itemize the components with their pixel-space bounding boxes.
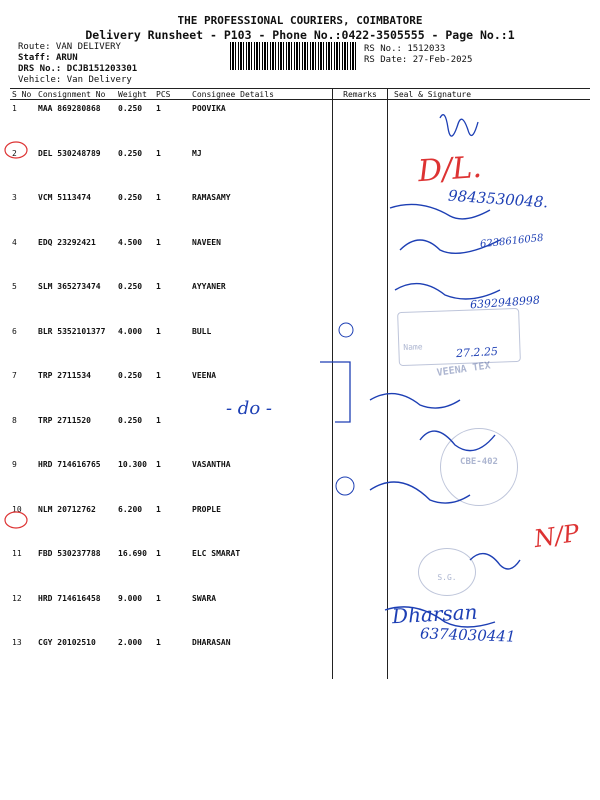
handwritten-signature: Dharsan bbox=[391, 599, 479, 629]
row-weight: 0.250 bbox=[118, 371, 143, 380]
row-remarks bbox=[333, 590, 388, 635]
row-consignee: POOVIKA bbox=[192, 104, 226, 113]
row-pcs: 1 bbox=[156, 638, 161, 647]
row-consignee: SWARA bbox=[192, 593, 217, 603]
row-consignment: SLM 365273474 bbox=[38, 282, 101, 291]
drs-value: DCJB151203301 bbox=[66, 64, 138, 74]
row-pcs: 1 bbox=[156, 549, 161, 558]
barcode bbox=[230, 42, 358, 70]
row-consignee: NAVEEN bbox=[192, 237, 221, 247]
row-consignee: RAMASAMY bbox=[192, 193, 231, 202]
row-remarks bbox=[333, 323, 388, 368]
col-weight: Weight bbox=[116, 89, 154, 100]
row-consignment: HRD 714616458 bbox=[38, 593, 101, 603]
row-sno: 4 bbox=[12, 237, 17, 247]
row-consignee: ELC SMARAT bbox=[192, 549, 241, 558]
table-header-row bbox=[10, 89, 590, 100]
row-consignment: TRP 2711520 bbox=[38, 415, 91, 425]
row-consignee: AYYANER bbox=[192, 282, 226, 291]
row-weight: 0.250 bbox=[118, 282, 143, 291]
row-consignment: DEL 530248789 bbox=[38, 148, 101, 158]
row-sno: 2 bbox=[12, 148, 17, 158]
row-consignment: HRD 714616765 bbox=[38, 460, 101, 469]
row-remarks bbox=[333, 145, 388, 190]
ditto-mark: - do - bbox=[226, 398, 272, 419]
handwritten-phone: 6392948998 bbox=[469, 293, 541, 312]
handwritten-phone: 6374030441 bbox=[419, 624, 516, 646]
col-remarks: Remarks bbox=[333, 89, 388, 100]
table-row bbox=[10, 501, 590, 546]
rs-date: RS Date: 27-Feb-2025 bbox=[364, 55, 473, 65]
row-sno: 6 bbox=[12, 326, 17, 336]
row-weight: 0.250 bbox=[118, 148, 143, 158]
row-consignment: MAA 869280868 bbox=[38, 104, 101, 113]
row-sno: 1 bbox=[12, 104, 17, 113]
stamp-name-label: Name bbox=[403, 342, 423, 352]
row-pcs: 1 bbox=[156, 593, 161, 603]
row-sno: 3 bbox=[12, 193, 17, 202]
row-pcs: 1 bbox=[156, 148, 161, 158]
row-consignment: BLR 5352101377 bbox=[38, 326, 106, 336]
row-weight: 0.250 bbox=[118, 193, 143, 202]
row-pcs: 1 bbox=[156, 326, 161, 336]
round-seal bbox=[418, 548, 476, 596]
row-weight: 0.250 bbox=[118, 415, 143, 425]
row-pcs: 1 bbox=[156, 504, 161, 514]
row-sno: 10 bbox=[12, 504, 22, 514]
staff bbox=[18, 53, 78, 63]
col-consignment: Consignment No bbox=[36, 89, 116, 100]
row-sno: 11 bbox=[12, 549, 22, 558]
row-weight: 4.500 bbox=[118, 237, 143, 247]
row-weight: 9.000 bbox=[118, 593, 143, 603]
row-sno: 8 bbox=[12, 415, 17, 425]
row-sno: 5 bbox=[12, 282, 17, 291]
round-seal bbox=[440, 428, 518, 506]
row-signature bbox=[388, 100, 591, 145]
row-consignment: FBD 530237788 bbox=[38, 549, 101, 558]
not-present-mark: N/P bbox=[532, 518, 581, 554]
row-weight: 16.690 bbox=[118, 549, 147, 558]
row-weight: 10.300 bbox=[118, 460, 147, 469]
row-consignee: BULL bbox=[192, 326, 212, 336]
row-sno: 9 bbox=[12, 460, 17, 469]
row-consignment: VCM 5113474 bbox=[38, 193, 91, 202]
row-sno: 12 bbox=[12, 593, 22, 603]
handwritten-phone: 9843530048. bbox=[447, 186, 549, 212]
row-consignee: PROPLE bbox=[192, 504, 221, 514]
stamp-text: VEENA TEX bbox=[436, 360, 492, 379]
row-consignee: VEENA bbox=[192, 371, 217, 380]
row-remarks bbox=[333, 456, 388, 501]
row-consignee: MJ bbox=[192, 148, 202, 158]
staff-label: Staff: bbox=[18, 53, 51, 63]
row-remarks bbox=[333, 412, 388, 457]
vehicle: Vehicle: Van Delivery bbox=[18, 75, 132, 85]
stamp-text: S.G. bbox=[437, 573, 457, 582]
table-row bbox=[10, 145, 590, 190]
row-remarks bbox=[333, 634, 388, 679]
row-weight: 4.000 bbox=[118, 326, 143, 336]
row-pcs: 1 bbox=[156, 460, 161, 469]
row-sno: 7 bbox=[12, 371, 17, 380]
row-weight: 2.000 bbox=[118, 638, 143, 647]
drs-label: DRS No.: bbox=[18, 64, 62, 74]
delivered-mark: D/L. bbox=[416, 149, 483, 190]
row-remarks bbox=[333, 367, 388, 412]
row-pcs: 1 bbox=[156, 282, 161, 291]
row-weight: 6.200 bbox=[118, 504, 143, 514]
row-remarks bbox=[333, 100, 388, 145]
company-name: THE PROFESSIONAL COURIERS, COIMBATORE bbox=[177, 14, 423, 27]
row-pcs: 1 bbox=[156, 104, 161, 113]
handwritten-date: 27.2.25 bbox=[455, 344, 499, 361]
row-remarks bbox=[333, 545, 388, 590]
handwritten-phone: 6238616058 bbox=[479, 232, 545, 251]
stamp-text: CBE-402 bbox=[460, 457, 498, 467]
row-pcs: 1 bbox=[156, 237, 161, 247]
runsheet-title: Delivery Runsheet - P103 - Phone No.:0422-3505555 - Page No.:1 bbox=[85, 28, 515, 42]
drs-number bbox=[18, 64, 137, 74]
row-remarks bbox=[333, 278, 388, 323]
row-remarks bbox=[333, 234, 388, 279]
row-pcs: 1 bbox=[156, 193, 161, 202]
table-row bbox=[10, 545, 590, 590]
row-consignee: VASANTHA bbox=[192, 460, 231, 469]
row-sno: 13 bbox=[12, 638, 22, 647]
rs-number: RS No.: 1512033 bbox=[364, 44, 446, 54]
row-consignment: NLM 20712762 bbox=[38, 504, 96, 514]
col-consignee: Consignee Details bbox=[190, 89, 333, 100]
row-consignment: TRP 2711534 bbox=[38, 371, 91, 380]
row-pcs: 1 bbox=[156, 415, 161, 425]
row-pcs: 1 bbox=[156, 371, 161, 380]
staff-value: ARUN bbox=[55, 53, 78, 63]
col-pcs: PCS bbox=[154, 89, 190, 100]
row-remarks bbox=[333, 501, 388, 546]
row-weight: 0.250 bbox=[118, 104, 143, 113]
company-stamp bbox=[397, 308, 521, 366]
row-consignee: DHARASAN bbox=[192, 638, 231, 647]
col-sno: S No bbox=[10, 89, 36, 100]
row-consignment: CGY 20102510 bbox=[38, 638, 96, 647]
table-row bbox=[10, 100, 590, 145]
col-signature: Seal & Signature bbox=[388, 89, 591, 100]
route: Route: VAN DELIVERY bbox=[18, 42, 121, 52]
row-consignment: EDQ 23292421 bbox=[38, 237, 96, 247]
row-remarks bbox=[333, 189, 388, 234]
